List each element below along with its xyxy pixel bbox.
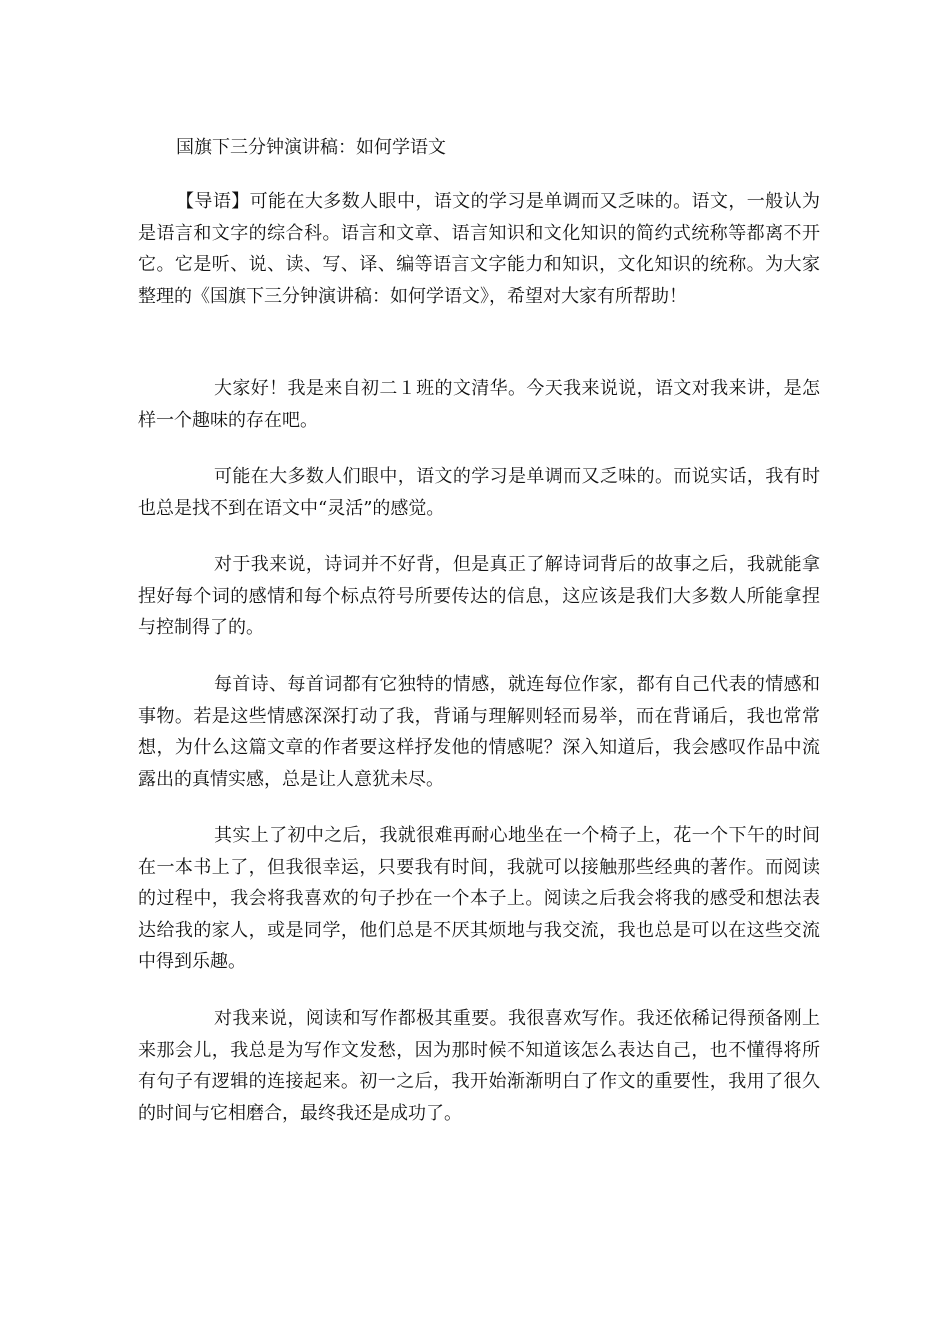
body-paragraph-2: 可能在大多数人们眼中，语文的学习是单调而又乏味的。而说实话，我有时也总是找不到在语文中“灵活”的感觉。 bbox=[138, 466, 820, 519]
body-paragraph-4: 每首诗、每首词都有它独特的情感，就连每位作家，都有自己代表的情感和事物。若是这些情感深深打动了我，背诵与理解则轻而易举，而在背诵后，我也常常想，为什么这篇文章的作者要这样抒发他的情感呢？深入知道后，我会感叹作品中流露出的真情实感，总是让人意犹未尽。 bbox=[138, 674, 820, 790]
body-paragraph-1: 大家好！我是来自初二１班的文清华。今天我来说说，语文对我来讲，是怎样一个趣味的存在吧。 bbox=[138, 378, 820, 431]
intro-paragraph: 【导语】可能在大多数人眼中，语文的学习是单调而又乏味的。语文，一般认为是语言和文字的综合科。语言和文章、语言知识和文化知识的简约式统称等都离不开它。它是听、说、读、写、译、编等语言文字能力和知识，文化知识的统称。为大家整理的《国旗下三分钟演讲稿：如何学语文》，希望对大家有所帮助！ bbox=[138, 191, 820, 307]
body-paragraph-5: 其实上了初中之后，我就很难再耐心地坐在一个椅子上，花一个下午的时间在一本书上了，但我很幸运，只要我有时间，我就可以接触那些经典的著作。而阅读的过程中，我会将我喜欢的句子抄在一个本子上。阅读之后我会将我的感受和想法表达给我的家人，或是同学，他们总是不厌其烦地与我交流，我也总是可以在这些交流中得到乐趣。 bbox=[138, 825, 820, 972]
document-title: 国旗下三分钟演讲稿：如何学语文 bbox=[176, 137, 446, 158]
body-paragraph-6: 对我来说，阅读和写作都极其重要。我很喜欢写作。我还依稀记得预备刚上来那会儿，我总是为写作文发愁，因为那时候不知道该怎么表达自己，也不懂得将所有句子有逻辑的连接起来。初一之后，我开始渐渐明白了作文的重要性，我用了很久的时间与它相磨合，最终我还是成功了。 bbox=[138, 1008, 820, 1124]
body-paragraph-3: 对于我来说，诗词并不好背，但是真正了解诗词背后的故事之后，我就能拿捏好每个词的感情和每个标点符号所要传达的信息，这应该是我们大多数人所能拿捏与控制得了的。 bbox=[138, 554, 820, 638]
